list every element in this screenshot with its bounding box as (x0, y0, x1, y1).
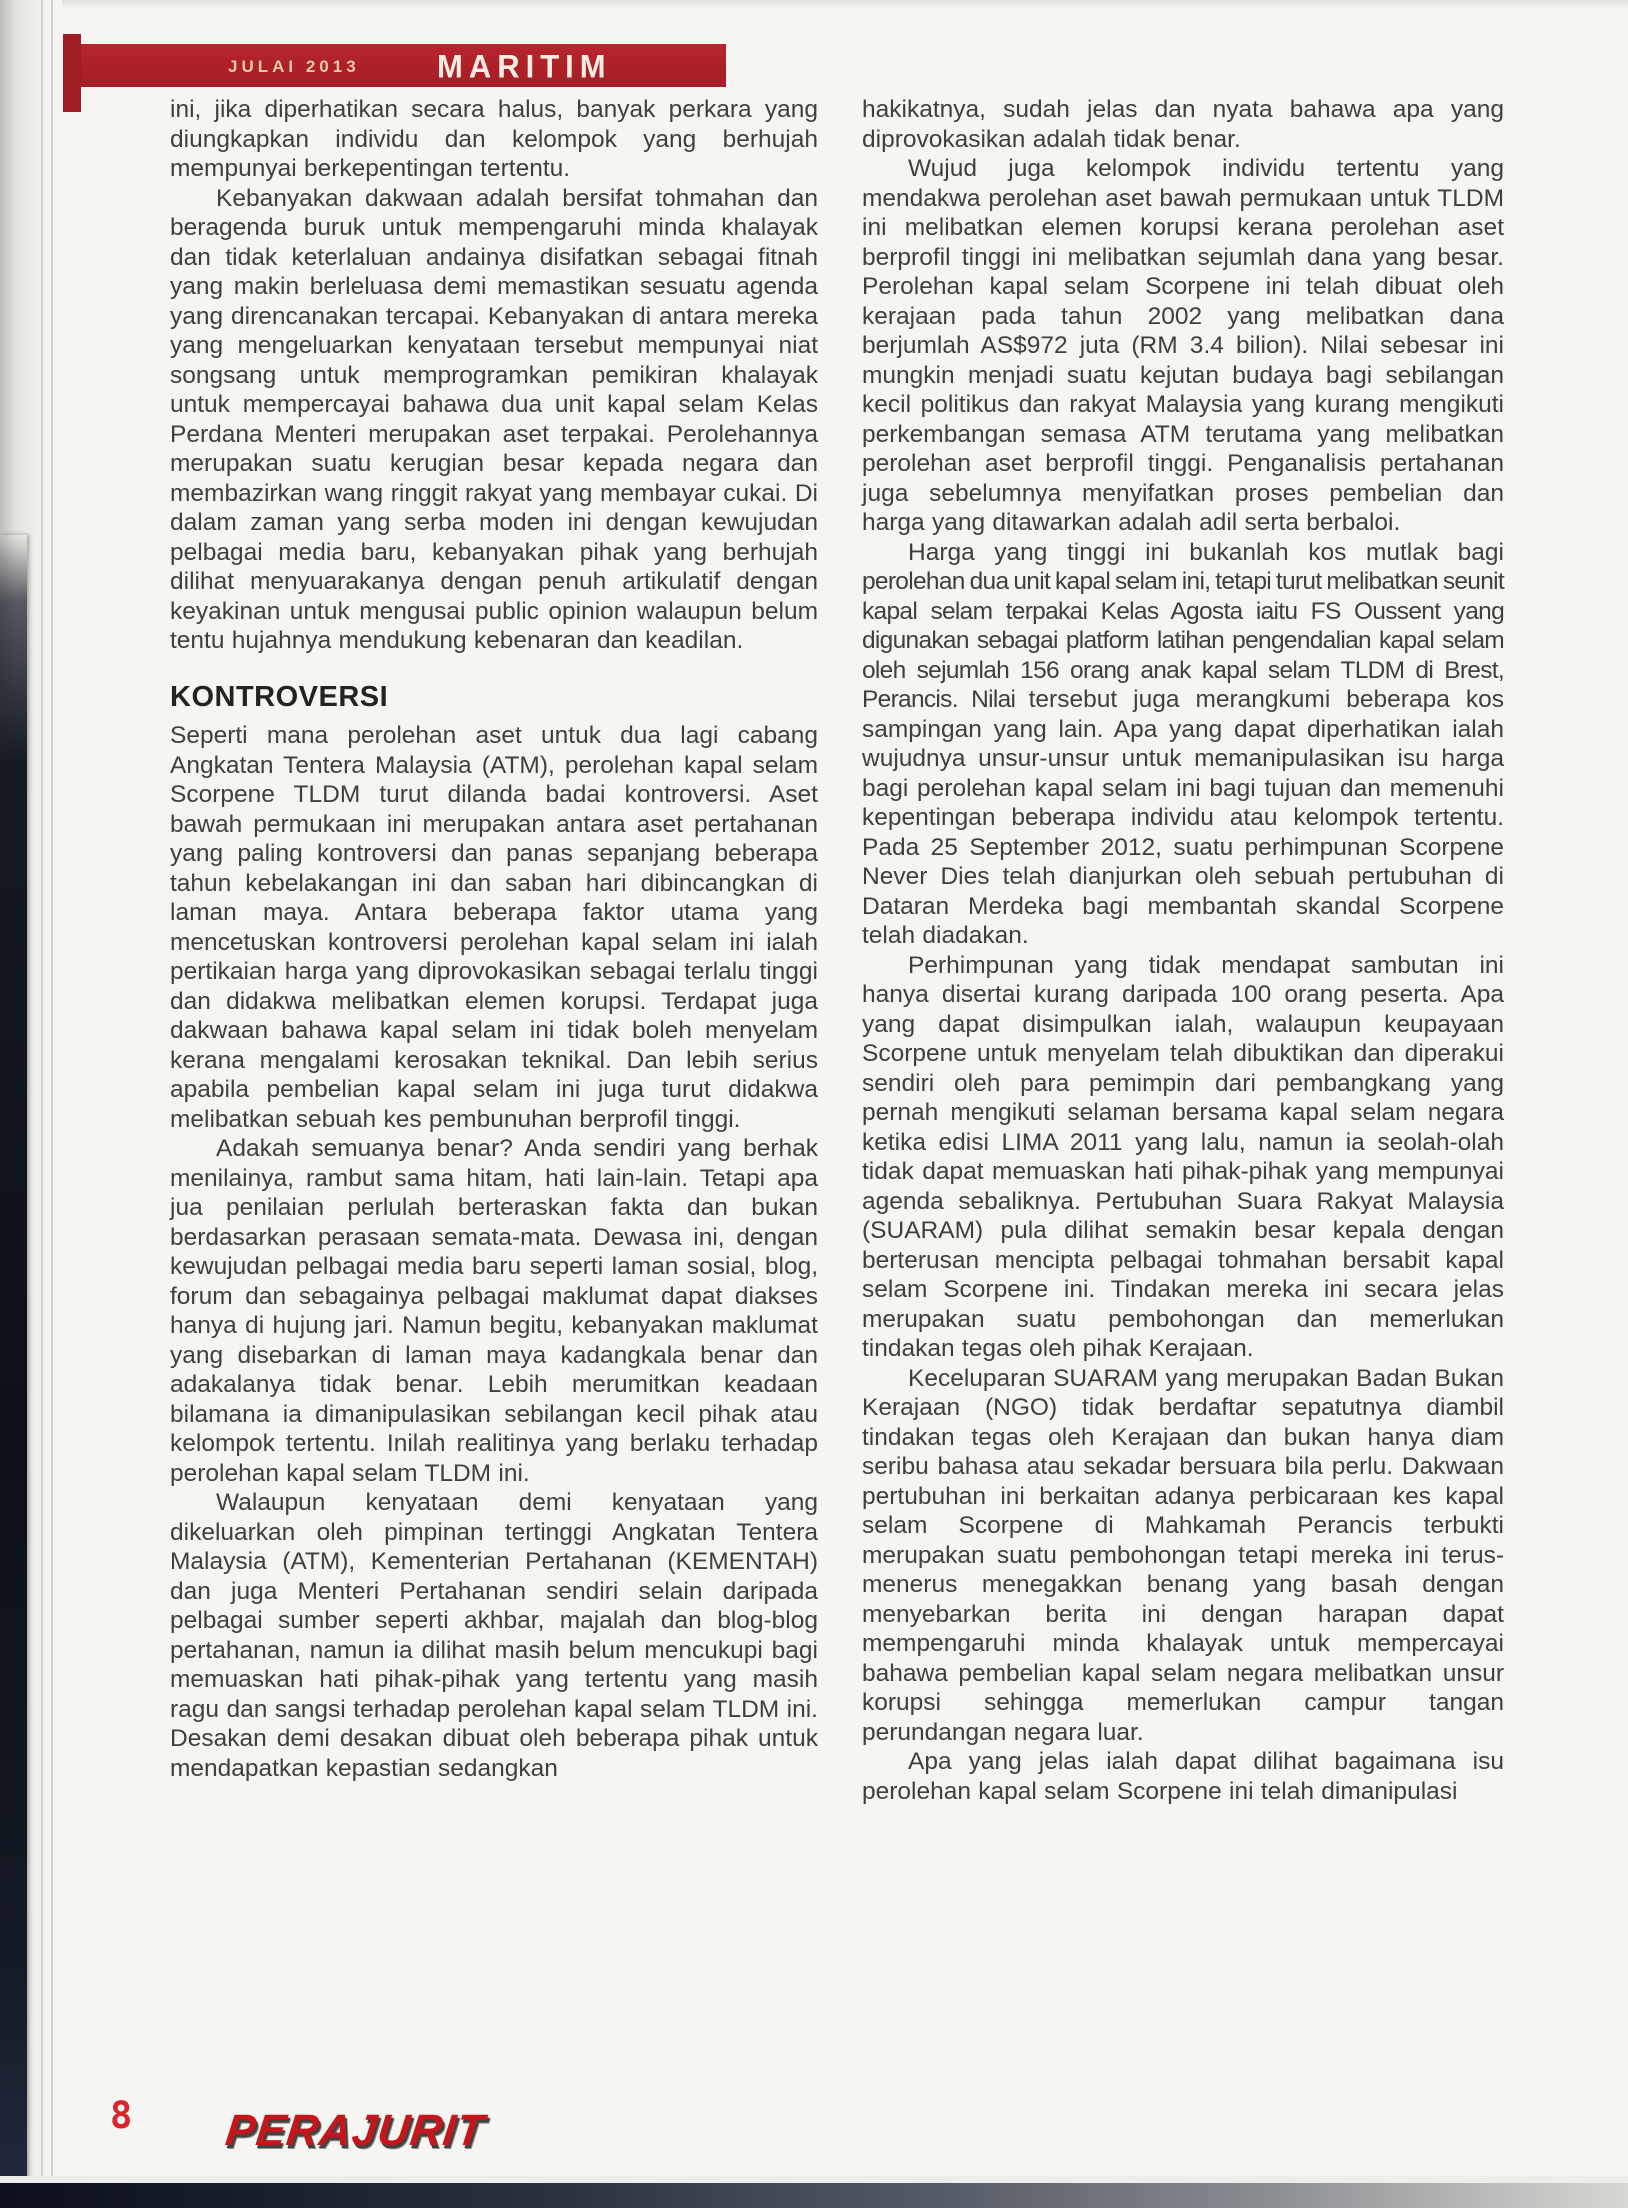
article-paragraph: Apa yang jelas ialah dapat dilihat bagaimana isu perolehan kapal selam Scorpene ini telah dimanipulasi (862, 1748, 1504, 1805)
article-paragraph: Walaupun kenyataan demi kenyataan yang dikeluarkan oleh pimpinan tertinggi Angkatan Tentera Malaysia (ATM), Kementerian Pertahanan (KEMENTAH) dan juga Menteri Pertahanan sendiri selain daripada pelbagai sumber seperti akhbar, majalah dan blog-blog pertahanan, namun ia dilihat masih belum mencukupi bagi memuaskan hati pihak-pihak yang tertentu yang masih ragu dan sangsi terhadap perolehan kapal selam TLDM ini. Desakan demi desakan dibuat oleh beberapa pihak untuk mendapatkan kepastian sedangkan (170, 1489, 818, 1782)
article-paragraph (862, 538, 1504, 951)
section-heading: KONTROVERSI (170, 680, 389, 713)
bottom-scan-band (0, 2183, 1628, 2208)
bottom-page-gap (0, 2176, 1628, 2183)
article-paragraph: ini, jika diperhatikan secara halus, banyak perkara yang diungkapkan individu dan kelompok yang berhujah mempunyai berkepentingan tertentu. (170, 96, 818, 182)
article-paragraph: Kebanyakan dakwaan adalah bersifat tohmahan dan beragenda buruk untuk mempengaruhi minda khalayak dan tidak keterlaluan andainya disifatkan sebagai fitnah yang makin berleluasa demi memastikan sesuatu agenda yang direncanakan tercapai. Kebanyakan di antara mereka yang mengeluarkan kenyataan tersebut mempunyai niat songsang untuk memprogramkan pemikiran khalayak untuk mempercayai bahawa dua unit kapal selam Kelas Perdana Menteri merupakan aset terpakai. Perolehannya merupakan suatu kerugian besar kepada negara dan membazirkan wang ringgit rakyat yang membayar cukai. Di dalam zaman yang serba moden ini dengan kewujudan pelbagai media baru, kebanyakan pihak yang berhujah dilihat menyuarakanya dengan penuh artikulatif dengan keyakinan untuk mengusai public opinion walaupun belum tentu hujahnya mendukung kebenaran dan keadilan. (170, 184, 818, 654)
issue-date-label: JULAI 2013 (228, 57, 360, 76)
right-column (862, 95, 1504, 1806)
article-paragraph: Perhimpunan yang tidak mendapat sambutan ini hanya disertai kurang daripada 100 orang peserta. Apa yang dapat disimpulkan ialah, walaupun keupayaan Scorpene untuk menyelam telah dibuktikan dan diperakui sendiri oleh para pemimpin dari pembangkang yang pernah mengikuti selaman bersama kapal selam negara ketika edisi LIMA 2011 yang lalu, namun ia seolah-olah tidak dapat memuaskan hati pihak-pihak yang mempunyai agenda sebaliknya. Pertubuhan Suara Rakyat Malaysia (SUARAM) pula dilihat semakin besar kepala dengan berterusan mencipta pelbagai tohmahan bersabit kapal selam Scorpene ini. Tindakan mereka ini secara jelas merupakan suatu pembohongan dan memerlukan tindakan tegas oleh pihak Kerajaan. (862, 951, 1504, 1362)
page-edge-line (51, 0, 53, 2208)
article-paragraph: Wujud juga kelompok individu tertentu yang mendakwa perolehan aset bawah permukaan untuk TLDM ini melibatkan elemen korupsi kerana perolehan aset berprofil tinggi ini melibatkan sejumlah dana yang besar. Perolehan kapal selam Scorpene ini telah dibuat oleh kerajaan pada tahun 2002 yang melibatkan dana berjumlah AS$972 juta (RM 3.4 bilion). Nilai sebesar ini mungkin menjadi suatu kejutan budaya bagi sebilangan kecil politikus dan rakyat Malaysia yang kurang mengikuti perkembangan semasa ATM terutama yang melibatkan perolehan aset berprofil tinggi. Penganalisis pertahanan juga sebelumnya menyifatkan proses pembelian dan harga yang ditawarkan adalah adil serta berbaloi. (862, 155, 1504, 536)
left-column (170, 95, 818, 1783)
text-run: tersebut juga merangkumi beberapa kos sampingan yang lain. Apa yang dapat diperhatikan ialah wujudnya unsur-unsur untuk memanipulasikan isu harga bagi perolehan kapal selam ini bagi tujuan dan memenuhi kepentingan beberapa individu atau kelompok tertentu. Pada 25 September 2012, suatu perhimpunan Scorpene Never Dies telah dianjurkan oleh sebuah pertubuhan di Dataran Merdeka bagi membantah skandal Scorpene telah diadakan. (862, 686, 1504, 949)
page-number: 8 (110, 2094, 133, 2137)
page-edge-line (41, 0, 43, 2208)
header-banner-tab (63, 34, 81, 112)
scan-shadow-strip (0, 535, 27, 2185)
article-paragraph: hakikatnya, sudah jelas dan nyata bahawa apa yang diprovokasikan adalah tidak benar. (862, 96, 1504, 153)
article-paragraph: Adakah semuanya benar? Anda sendiri yang berhak menilainya, rambut sama hitam, hati lain-lain. Tetapi apa jua penilaian perlulah berteraskan fakta dan bukan berdasarkan perasaan semata-mata. Dewasa ini, dengan kewujudan pelbagai media baru seperti laman sosial, blog, forum dan sebagainya pelbagai maklumat dapat diakses hanya di hujung jari. Namun begitu, kebanyakan maklumat yang disebarkan di laman maya kadangkala benar dan adakalanya tidak benar. Lebih merumitkan keadaan bilamana ia dimanipulasikan sebilangan kecil pihak atau kelompok tertentu. Inilah realitinya yang berlaku terhadap perolehan kapal selam TLDM ini. (170, 1135, 818, 1487)
text-run: Harga yang tinggi ini bukanlah kos mutlak bagi (908, 538, 1504, 566)
header-banner (81, 44, 726, 87)
page-top-edge (0, 0, 1628, 10)
section-title-maritim: MARITIM (437, 48, 612, 85)
condensed-text-run: perolehan dua unit kapal selam ini, tetapi turut melibatkan seunit kapal selam terpakai Kelas Agosta iaitu FS Oussent yang digunakan sebagai platform latihan pengendalian kapal selam oleh sejumlah 156 orang anak kapal selam TLDM di Brest, Perancis. Nilai (862, 568, 1504, 713)
magazine-logo: PERAJURIT (223, 2106, 488, 2155)
article-paragraph: Seperti mana perolehan aset untuk dua lagi cabang Angkatan Tentera Malaysia (ATM), perolehan kapal selam Scorpene TLDM turut dilanda badai kontroversi. Aset bawah permukaan ini merupakan antara aset pertahanan yang paling kontroversi dan panas sepanjang beberapa tahun kebelakangan ini dan saban hari dibincangkan di laman maya. Antara beberapa faktor utama yang mencetuskan kontroversi perolehan kapal selam ini ialah pertikaian harga yang diprovokasikan sebagai terlalu tinggi dan didakwa melibatkan elemen korupsi. Terdapat juga dakwaan bahawa kapal selam ini tidak boleh menyelam kerana mengalami kerosakan teknikal. Dan lebih serius apabila pembelian kapal selam ini juga turut didakwa melibatkan sebuah kes pembunuhan berprofil tinggi. (170, 722, 818, 1133)
article-paragraph: Keceluparan SUARAM yang merupakan Badan Bukan Kerajaan (NGO) tidak berdaftar sepatutnya diambil tindakan tegas oleh Kerajaan dan bukan hanya diam seribu bahasa atau sekadar bersuara bila perlu. Dakwaan pertubuhan ini berkaitan adanya perbicaraan kes kapal selam Scorpene di Mahkamah Perancis terbukti merupakan suatu pembohongan tetapi mereka ini terus-menerus menegakkan benang yang basah dengan menyebarkan berita ini dengan harapan dapat mempengaruhi minda khalayak untuk mempercayai bahawa pembelian kapal selam negara melibatkan unsur korupsi sehingga memerlukan campur tangan perundangan negara luar. (862, 1364, 1504, 1746)
